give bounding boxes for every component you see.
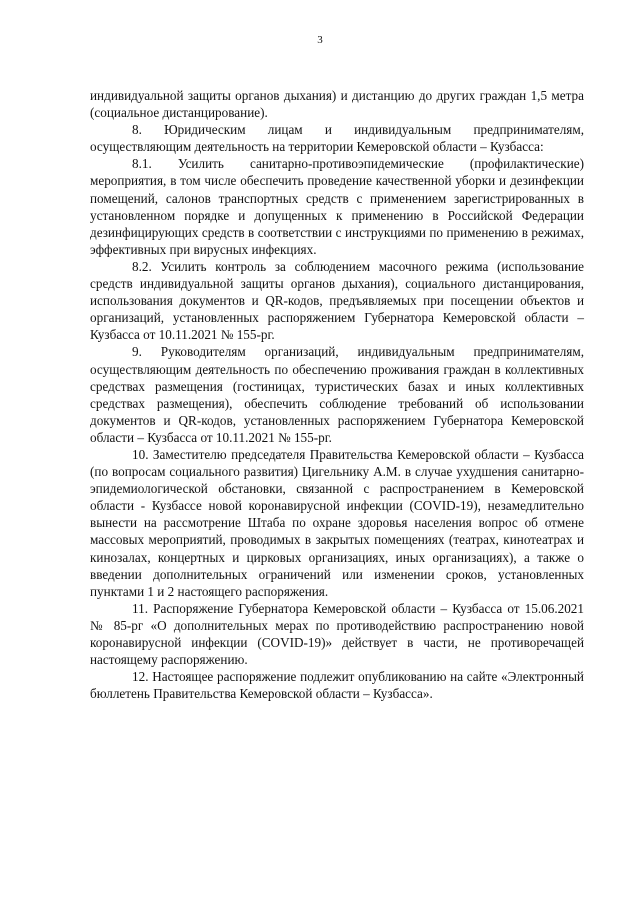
paragraph-item-12: 12. Настоящее распоряжение подлежит опубликованию на сайте «Электронный бюллетень Правительства Кемеровской области – Кузбасса». [90,669,584,702]
paragraph-item-11: 11. Распоряжение Губернатора Кемеровской области – Кузбасса от 15.06.2021 № 85-рг «О дополнительных мерах по противодействию распространению новой коронавирусной инфекции (COVID-19)» действует в части, не противоречащей настоящему распоряжению. [90,600,584,668]
paragraph-item-8-2: 8.2. Усилить контроль за соблюдением масочного режима (использование средств индивидуальной защиты органов дыхания), социального дистанцирования, использования документов и QR-кодов, предъявляемых при посещении объектов и организаций, установленных распоряжением Губернатора Кемеровской области – Кузбасса от 10.11.2021 № 155-рг. [90,258,584,343]
paragraph-item-8-1: 8.1. Усилить санитарно-противоэпидемические (профилактические) мероприятия, в том числе обеспечить проведение качественной уборки и дезинфекции помещений, салонов транспортных средств с применением зарегистрированных в установленном порядке и допущенных к применению в Российской Федерации дезинфицирующих средств в соответствии с инструкциями по применению в режимах, эффективных при вирусных инфекциях. [90,156,584,257]
document-body [90,87,584,702]
paragraph-item-10: 10. Заместителю председателя Правительства Кемеровской области – Кузбасса (по вопросам социального развития) Цигельнику А.М. в случае ухудшения санитарно-эпидемиологической обстановки, связанной с распространением в Кемеровской области - Кузбассе новой коронавирусной инфекции (COVID-19), незамедлительно вынести на рассмотрение Штаба по охране здоровья населения вопрос об отмене массовых мероприятий, проводимых в закрытых помещениях (театрах, кинотеатрах и кинозалах, концертных и цирковых организациях, иных организациях), а также о введении дополнительных ограничений или изменении сроков, установленных пунктами 1 и 2 настоящего распоряжения. [90,446,584,599]
paragraph-item-8: 8. Юридическим лицам и индивидуальным предпринимателям, осуществляющим деятельность на территории Кемеровской области – Кузбасса: [90,122,584,155]
page-number: 3 [317,34,323,46]
paragraph-continuation: индивидуальной защиты органов дыхания) и дистанцию до других граждан 1,5 метра (социальное дистанцирование). [90,88,584,121]
paragraph-item-9: 9. Руководителям организаций, индивидуальным предпринимателям, осуществляющим деятельность по обеспечению проживания граждан в коллективных средствах размещения (гостиницах, туристических базах и иных коллективных средствах размещения), обеспечить соблюдение требований об использовании документов и QR-кодов, установленных распоряжением Губернатора Кемеровской области – Кузбасса от 10.11.2021 № 155-рг. [90,344,584,445]
